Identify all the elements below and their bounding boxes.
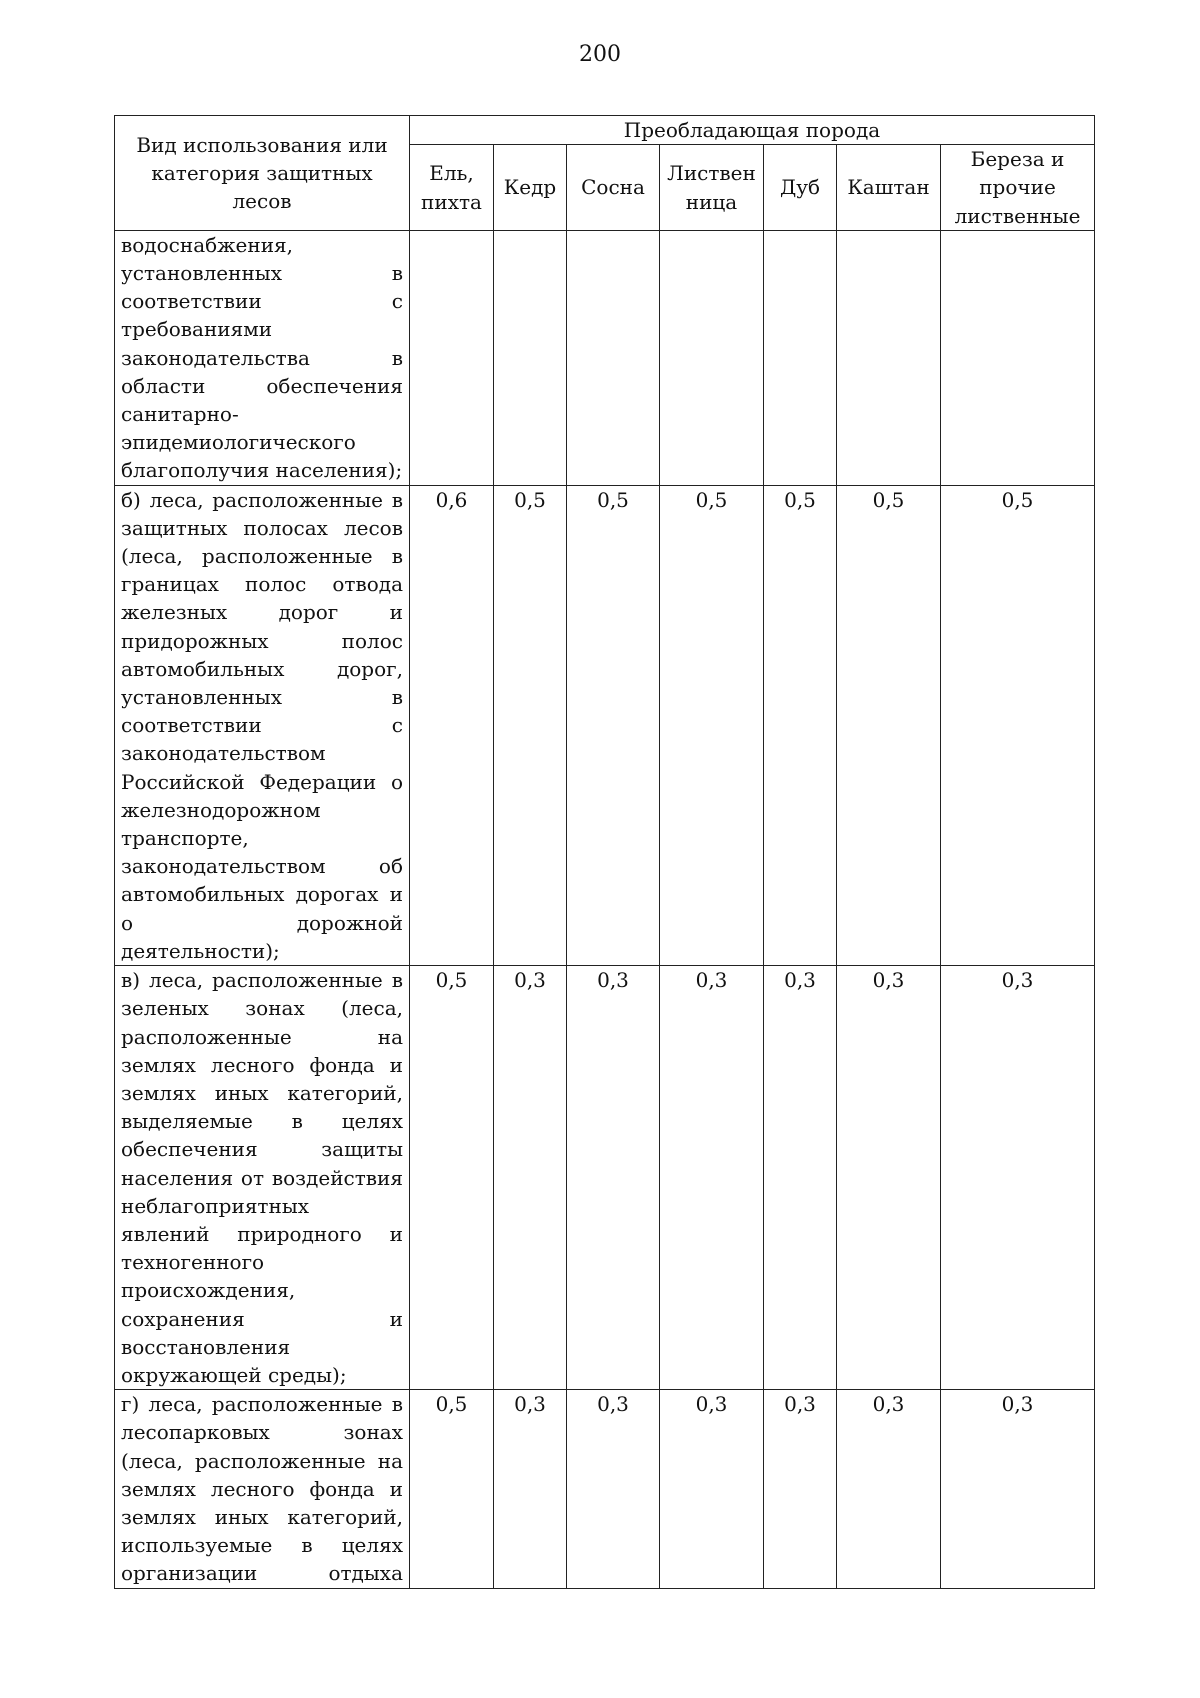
species-header-spruce: Ель, пихта xyxy=(410,145,494,231)
cell-value xyxy=(410,230,494,485)
cell-value: 0,3 xyxy=(837,1390,941,1588)
cell-value: 0,5 xyxy=(494,485,567,965)
cell-value xyxy=(567,230,660,485)
species-header-chestnut: Каштан xyxy=(837,145,941,231)
cell-value xyxy=(837,230,941,485)
cell-value: 0,3 xyxy=(941,1390,1095,1588)
species-header-larch: Листвен ница xyxy=(660,145,764,231)
cell-value: 0,3 xyxy=(660,966,764,1390)
row-category: б) леса, расположенные в защитных полосах лесов (леса, расположенные в границах полос отвода железных дорог и придорожных полос автомобильных дорог, установленных в соответствии с законодательством Российской Федерации о железнодорожном транспорте, законодательством об автомобильных дорогах и о дорожной деятельности); xyxy=(115,485,410,965)
species-header-pine: Сосна xyxy=(567,145,660,231)
cell-value: 0,3 xyxy=(660,1390,764,1588)
cell-value: 0,6 xyxy=(410,485,494,965)
row-category: г) леса, расположенные в лесопарковых зонах (леса, расположенные на землях лесного фонда и землях иных категорий, используемые в целях организации отдыха xyxy=(115,1390,410,1588)
cell-value: 0,5 xyxy=(660,485,764,965)
forest-coefficient-table xyxy=(114,115,1095,1589)
table-row xyxy=(115,230,1095,485)
cell-value: 0,5 xyxy=(410,1390,494,1588)
cell-value: 0,5 xyxy=(837,485,941,965)
cell-value: 0,5 xyxy=(764,485,837,965)
row-category: водоснабжения, установленных в соответствии с требованиями законодательства в области обеспечения санитарно-эпидемиологического благополучия населения); xyxy=(115,230,410,485)
cell-value xyxy=(660,230,764,485)
species-header-oak: Дуб xyxy=(764,145,837,231)
cell-value: 0,5 xyxy=(941,485,1095,965)
species-group-header: Преобладающая порода xyxy=(410,116,1095,145)
species-header-cedar: Кедр xyxy=(494,145,567,231)
cell-value: 0,3 xyxy=(494,1390,567,1588)
table-row xyxy=(115,485,1095,965)
cell-value: 0,3 xyxy=(567,1390,660,1588)
cell-value: 0,3 xyxy=(764,1390,837,1588)
cell-value xyxy=(941,230,1095,485)
cell-value: 0,5 xyxy=(567,485,660,965)
page-number: 200 xyxy=(579,42,621,67)
cell-value: 0,3 xyxy=(764,966,837,1390)
category-column-header: Вид использования или категория защитных лесов xyxy=(115,116,410,231)
row-category: в) леса, расположенные в зеленых зонах (леса, расположенные на землях лесного фонда и землях иных категорий, выделяемые в целях обеспечения защиты населения от воздействия неблагоприятных явлений природного и техногенного происхождения, сохранения и восстановления окружающей среды); xyxy=(115,966,410,1390)
cell-value: 0,3 xyxy=(567,966,660,1390)
table-row xyxy=(115,966,1095,1390)
species-header-birch: Береза и прочие лиственные xyxy=(941,145,1095,231)
cell-value: 0,3 xyxy=(837,966,941,1390)
cell-value xyxy=(494,230,567,485)
cell-value: 0,5 xyxy=(410,966,494,1390)
cell-value: 0,3 xyxy=(941,966,1095,1390)
cell-value: 0,3 xyxy=(494,966,567,1390)
table-row xyxy=(115,1390,1095,1588)
cell-value xyxy=(764,230,837,485)
